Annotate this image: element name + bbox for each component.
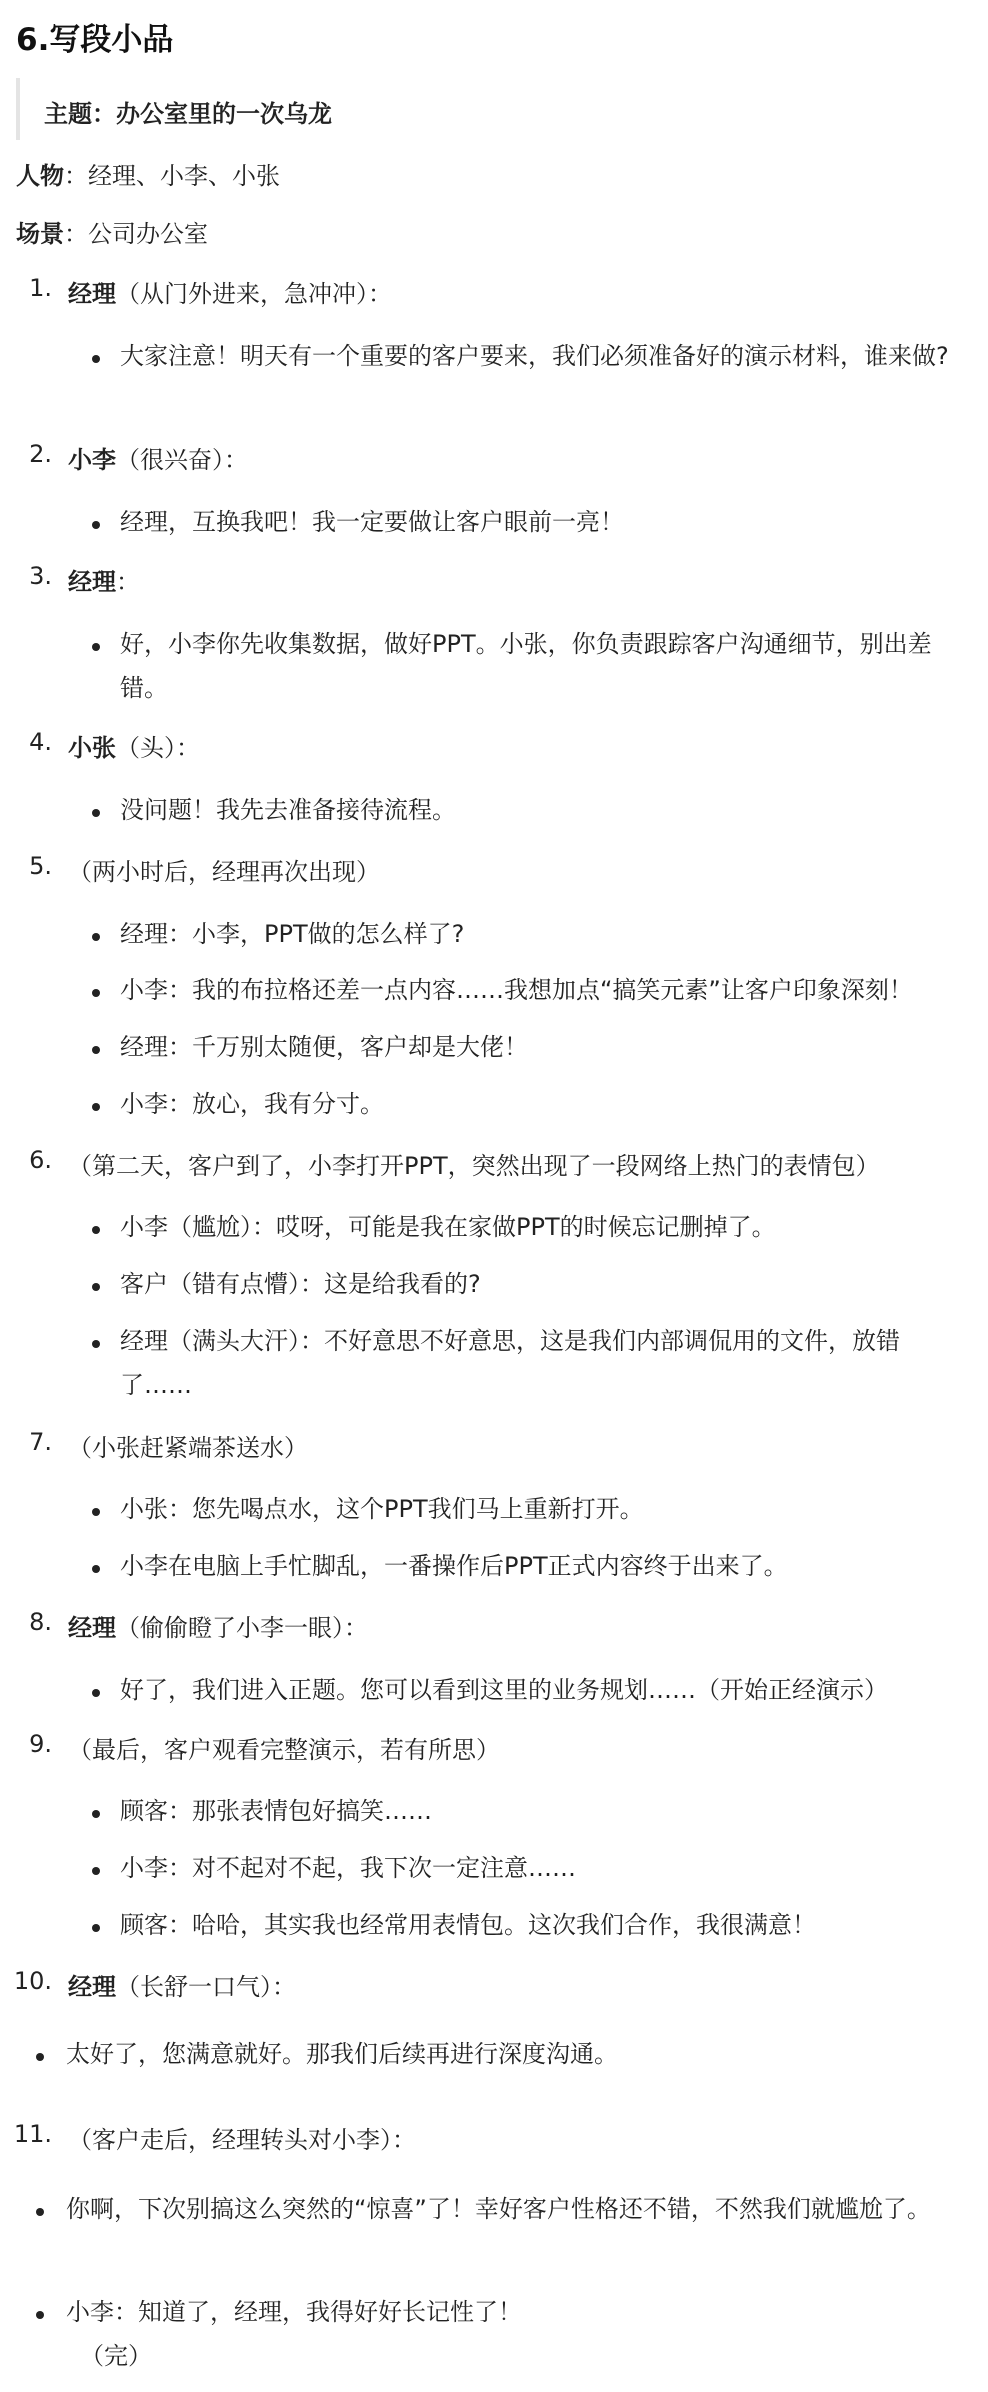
item-note: （长舒一口气）： [116, 1973, 296, 2001]
bullet-dot [92, 1046, 100, 1054]
bullet-line: 经理（满头大汗）：不好意思不好意思，这是我们内部调侃用的文件，放错了…… [120, 1327, 900, 1399]
item-note: （偷偷瞪了小李一眼）： [116, 1614, 368, 1642]
item-speaker: 经理 [68, 1614, 116, 1642]
theme-quote: 主题：办公室里的一次乌龙 [44, 100, 332, 128]
bullet-line: 顾客：哈哈，其实我也经常用表情包。这次我们合作，我很满意！ [120, 1911, 816, 1939]
characters-value: ：经理、小李、小张 [64, 162, 280, 190]
bullet-dot [92, 1340, 100, 1348]
item-note: （客户走后，经理转头对小李）： [68, 2126, 416, 2154]
item-note: （很兴奋）： [116, 446, 248, 474]
bullet-dot [92, 809, 100, 817]
item-note: （两小时后，经理再次出现） [68, 858, 380, 886]
item-note: （第二天，客户到了，小李打开PPT，突然出现了一段网络上热门的表情包） [68, 1152, 880, 1180]
bullet-dot [92, 521, 100, 529]
bullet-dot [92, 1103, 100, 1111]
item-speaker: 经理 [68, 1973, 116, 2001]
item-number: 1. [29, 274, 52, 302]
item-number: 5. [29, 852, 52, 880]
characters-line [16, 156, 280, 191]
item-number: 11. [13, 2120, 52, 2148]
section-heading: 6.写段小品 [16, 22, 174, 58]
item-number: 8. [29, 1608, 52, 1636]
bullet-line: 经理，互换我吧！我一定要做让客户眼前一亮！ [120, 508, 624, 536]
bullet-line: 小李（尴尬）：哎呀，可能是我在家做PPT的时候忘记删掉了。 [120, 1213, 776, 1241]
item-note: （最后，客户观看完整演示，若有所思） [68, 1736, 500, 1764]
bullet-dot [92, 933, 100, 941]
characters-label: 人物 [16, 162, 64, 190]
item-note: （头）： [116, 734, 200, 762]
item-note: （小张赶紧端茶送水） [68, 1434, 308, 1462]
item-speaker: 小张 [68, 734, 116, 762]
bullet-line: 没问题！我先去准备接待流程。 [120, 796, 456, 824]
item-number: 3. [29, 562, 52, 590]
bullet-dot [92, 1810, 100, 1818]
item-number: 10. [13, 1967, 52, 1995]
bullet-line: 顾客：那张表情包好搞笑…… [120, 1797, 432, 1825]
bullet-line: 好了，我们进入正题。您可以看到这里的业务规划……（开始正经演示） [120, 1676, 888, 1704]
scene-label: 场景 [16, 220, 64, 248]
item-speaker: 经理 [68, 280, 116, 308]
bullet-line: 小张：您先喝点水，这个PPT我们马上重新打开。 [120, 1495, 644, 1523]
scene-line [16, 214, 208, 249]
bullet-line: 大家注意！明天有一个重要的客户要来，我们必须准备好的演示材料，谁来做? [120, 342, 949, 370]
item-number: 7. [29, 1428, 52, 1456]
item-number: 4. [29, 728, 52, 756]
bullet-dot [36, 2311, 44, 2319]
ending-note: （完） [80, 2342, 152, 2370]
item-number: 6. [29, 1146, 52, 1174]
bullet-dot [92, 1924, 100, 1932]
bullet-line: 你啊，下次别搞这么突然的“惊喜”了！幸好客户性格还不错，不然我们就尴尬了。 [66, 2195, 931, 2223]
item-number: 2. [29, 440, 52, 468]
item-note: ： [116, 568, 140, 596]
bullet-dot [92, 1565, 100, 1573]
bullet-line: 好，小李你先收集数据，做好PPT。小张，你负责跟踪客户沟通细节，别出差错。 [120, 630, 932, 702]
bullet-dot [36, 2208, 44, 2216]
bullet-line: 经理：小李，PPT做的怎么样了? [120, 920, 465, 948]
bullet-dot [36, 2053, 44, 2061]
item-speaker: 小李 [68, 446, 116, 474]
bullet-line: 小李：我的布拉格还差一点内容……我想加点“搞笑元素”让客户印象深刻！ [120, 976, 913, 1004]
bullet-line: 小李在电脑上手忙脚乱，一番操作后PPT正式内容终于出来了。 [120, 1552, 788, 1580]
bullet-dot [92, 1508, 100, 1516]
item-speaker: 经理 [68, 568, 116, 596]
bullet-line: 客户（错有点懵）：这是给我看的? [120, 1270, 481, 1298]
scene-value: ：公司办公室 [64, 220, 208, 248]
item-note: （从门外进来，急冲冲）： [116, 280, 392, 308]
item-number: 9. [29, 1730, 52, 1758]
bullet-line: 太好了，您满意就好。那我们后续再进行深度沟通。 [66, 2040, 618, 2068]
bullet-line: 经理：千万别太随便，客户却是大佬！ [120, 1033, 528, 1061]
bullet-dot [92, 1689, 100, 1697]
bullet-line: 小李：对不起对不起，我下次一定注意…… [120, 1854, 576, 1882]
bullet-line: 小李：知道了，经理，我得好好长记性了！ [66, 2298, 522, 2326]
bullet-dot [92, 989, 100, 997]
bullet-dot [92, 1283, 100, 1291]
bullet-dot [92, 1867, 100, 1875]
bullet-dot [92, 355, 100, 363]
bullet-dot [92, 643, 100, 651]
bullet-dot [92, 1226, 100, 1234]
bullet-line: 小李：放心，我有分寸。 [120, 1090, 384, 1118]
